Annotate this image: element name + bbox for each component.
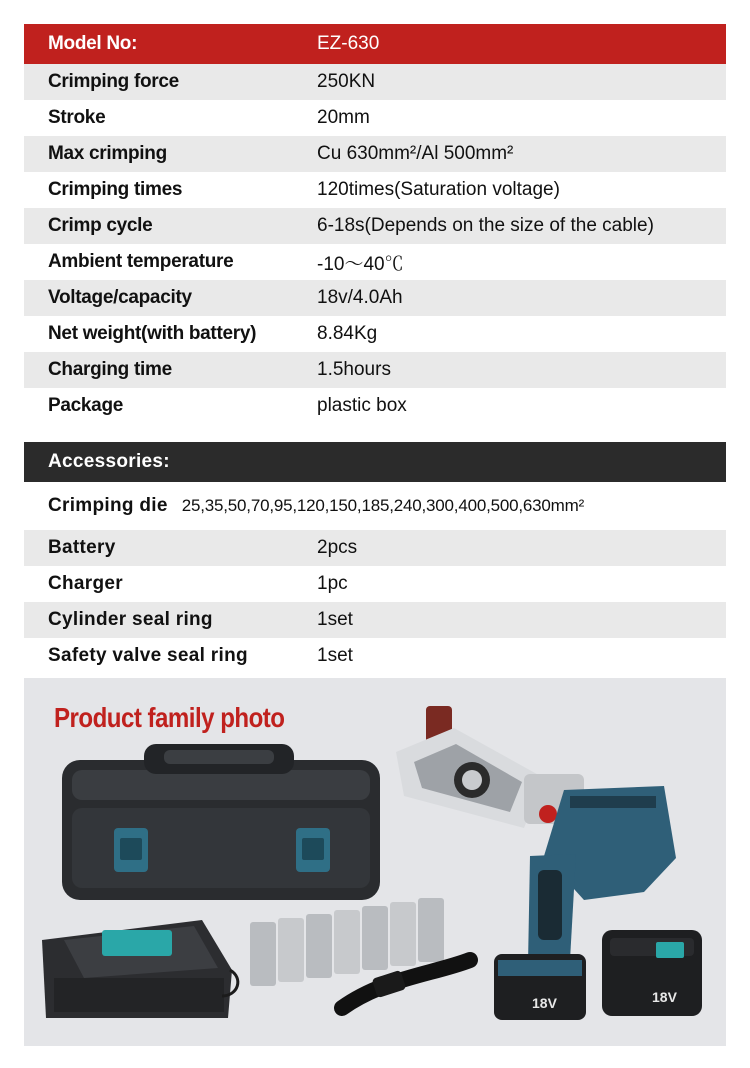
tool-battery-label: 18V (532, 995, 557, 1011)
shoulder-strap-image (342, 960, 470, 1008)
accessory-row-battery (24, 530, 726, 566)
spec-row-voltage-capacity (24, 280, 726, 316)
spec-value: 250KN (317, 71, 376, 92)
charger-image (42, 920, 238, 1018)
accessory-label: Charger (48, 573, 123, 594)
spec-row-max-crimping (24, 136, 726, 172)
spec-label: Ambient temperature (48, 251, 234, 272)
accessory-value: 2pcs (317, 537, 358, 558)
spec-value: 8.84Kg (317, 323, 378, 344)
product-family-photo (24, 678, 726, 1046)
spec-value: 1.5hours (317, 359, 391, 380)
spec-label: Crimping times (48, 179, 183, 200)
accessories-header-row (24, 442, 726, 482)
spec-value: plastic box (317, 395, 407, 416)
spec-row-net-weight (24, 316, 726, 352)
accessory-row-cylinder-seal-ring (24, 602, 726, 638)
spec-label: Stroke (48, 107, 106, 128)
spec-row-package (24, 388, 726, 424)
accessory-row-safety-valve-seal-ring (24, 638, 726, 674)
spec-value: Cu 630mm²/Al 500mm² (317, 143, 514, 164)
photo-title: Product family photo (54, 702, 285, 733)
spec-table (24, 24, 726, 424)
carrying-case-image (62, 744, 380, 900)
spec-label: Package (48, 395, 124, 416)
spec-value: 6-18s(Depends on the size of the cable) (317, 215, 654, 236)
spec-header-row (24, 24, 726, 64)
accessory-value: 1set (317, 609, 353, 630)
spec-row-ambient-temperature (24, 244, 726, 280)
spec-row-charging-time (24, 352, 726, 388)
accessory-value: 25,35,50,70,95,120,150,185,240,300,400,500,630mm² (181, 496, 585, 515)
accessory-label: Cylinder seal ring (48, 609, 213, 630)
spec-row-crimp-cycle (24, 208, 726, 244)
spec-value: 120times(Saturation voltage) (317, 179, 560, 200)
spec-value: -10～40℃ (317, 253, 404, 275)
accessories-table (24, 442, 726, 674)
accessory-label: Crimping die (48, 495, 168, 516)
spec-label: Crimp cycle (48, 215, 153, 236)
spec-row-stroke (24, 100, 726, 136)
accessories-header-label: Accessories: (48, 451, 170, 472)
accessory-value: 1set (317, 645, 353, 666)
spec-header-value: EZ-630 (317, 33, 380, 54)
accessory-label: Battery (48, 537, 116, 558)
accessory-value: 1pc (317, 573, 348, 594)
spare-battery-label: 18V (652, 989, 677, 1005)
spec-label: Net weight(with battery) (48, 323, 257, 344)
accessory-row-charger (24, 566, 726, 602)
spec-label: Charging time (48, 359, 172, 380)
spec-row-crimping-force (24, 64, 726, 100)
spec-label: Crimping force (48, 71, 179, 92)
spec-value: 18v/4.0Ah (317, 287, 403, 308)
accessory-label: Safety valve seal ring (48, 645, 248, 666)
spec-value: 20mm (317, 107, 370, 128)
spec-row-crimping-times (24, 172, 726, 208)
spec-label: Max crimping (48, 143, 167, 164)
accessory-row-crimping-die (24, 482, 726, 530)
spec-label: Voltage/capacity (48, 287, 192, 308)
spare-battery-image (602, 930, 702, 1016)
spec-header-label: Model No: (48, 33, 138, 54)
